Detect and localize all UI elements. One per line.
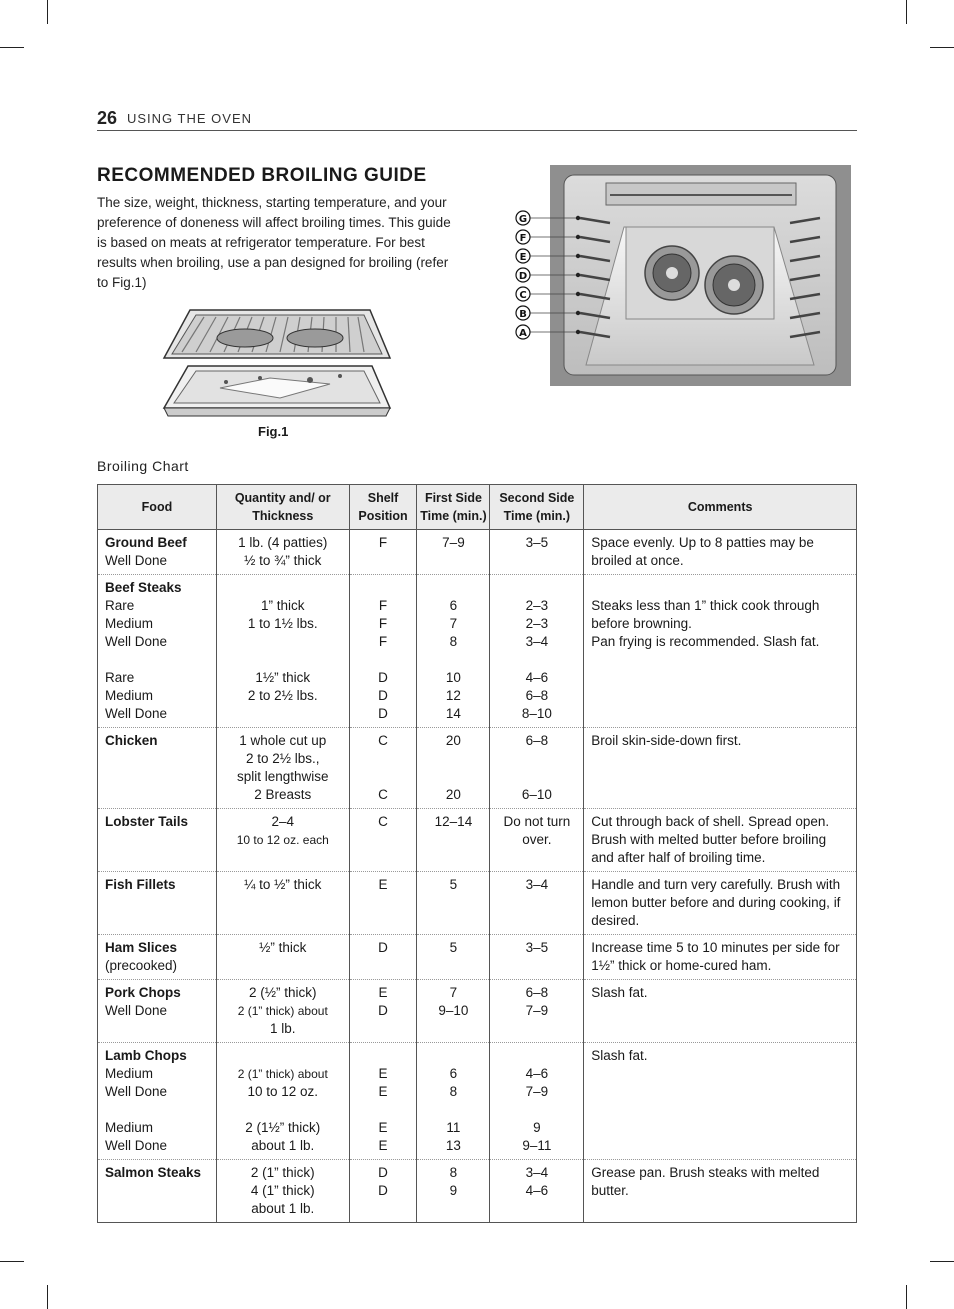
second-side-cell xyxy=(490,575,584,728)
cell-line: 9 xyxy=(449,1183,458,1198)
cell-line: C xyxy=(378,814,388,829)
col-header-second-side: Second Side Time (min.) xyxy=(490,485,584,530)
cell-line: 2 (½” thick) xyxy=(249,985,317,1000)
second-side-cell xyxy=(490,980,584,1043)
cell-line: 4–6 xyxy=(525,670,549,685)
first-side-cell xyxy=(417,872,490,935)
cell-line: 1 whole cut up xyxy=(239,733,327,748)
cell-line: split lengthwise xyxy=(236,769,329,784)
cell-line: D xyxy=(378,670,388,685)
intro-paragraph: The size, weight, thickness, starting temperature, and your preference of doneness will affect broiling times. This guide is based on meats at refrigerator temperature. For best results when broiling, use a pan designed for broiling (refer to Fig.1) xyxy=(97,195,451,290)
cell-line: 1 lb. (4 patties) xyxy=(238,535,328,550)
cell-line: 5 xyxy=(449,940,458,955)
shelf-cell xyxy=(349,980,417,1043)
food-cell xyxy=(98,1160,217,1223)
cell-line xyxy=(105,1101,209,1119)
cell-line xyxy=(357,651,410,669)
comments-cell xyxy=(584,809,857,872)
cell-line: D xyxy=(378,688,388,703)
cell-line: Rare xyxy=(105,670,135,685)
shelf-label: A xyxy=(519,328,527,339)
quantity-cell xyxy=(216,1160,349,1223)
col-header-first-side: First Side Time (min.) xyxy=(417,485,490,530)
table-row xyxy=(98,872,857,935)
cell-line: Lamb Chops xyxy=(105,1048,187,1063)
cell-line: Chicken xyxy=(105,733,158,748)
cell-line: Pan frying is recommended. Slash fat. xyxy=(591,634,820,649)
cell-line xyxy=(357,1101,410,1119)
second-side-cell xyxy=(490,530,584,575)
cell-line: 7 xyxy=(449,616,458,631)
cell-line: 9–11 xyxy=(522,1138,552,1153)
food-cell xyxy=(98,728,217,809)
first-side-cell xyxy=(417,1043,490,1160)
crop-mark xyxy=(47,1285,48,1309)
col-header-food: Food xyxy=(98,485,217,530)
comment-text: Cut through back of shell. Spread open. Brush with melted butter before broiling and after half of broiling time. xyxy=(591,814,830,865)
quantity-cell xyxy=(216,1043,349,1160)
cell-line: 12–14 xyxy=(434,814,473,829)
cell-line: F xyxy=(378,598,388,613)
cell-line: Medium xyxy=(105,688,154,703)
chart-title: Broiling Chart xyxy=(97,458,189,474)
cell-line xyxy=(497,750,576,768)
cell-line: 2 (1” thick) xyxy=(250,1165,315,1180)
comment-text: Grease pan. Brush steaks with melted butter. xyxy=(591,1165,820,1198)
cell-line: E xyxy=(378,877,388,892)
quantity-cell xyxy=(216,872,349,935)
cell-line: Beef Steaks xyxy=(105,580,182,595)
cell-line: C xyxy=(378,787,388,802)
cell-line xyxy=(357,1047,410,1065)
first-side-cell xyxy=(417,530,490,575)
crop-mark xyxy=(906,0,907,24)
first-side-cell xyxy=(417,980,490,1043)
cell-line: 2–3 xyxy=(525,598,549,613)
cell-line: 1½” thick xyxy=(255,670,311,685)
shelf-label: F xyxy=(519,233,527,244)
cell-line xyxy=(224,633,342,651)
food-cell xyxy=(98,530,217,575)
cell-line xyxy=(424,1047,482,1065)
cell-line xyxy=(424,768,482,786)
cell-line: ½” thick xyxy=(259,940,307,955)
cell-line xyxy=(424,1101,482,1119)
cell-line: F xyxy=(378,616,388,631)
crop-mark xyxy=(930,47,954,48)
table-row xyxy=(98,1043,857,1160)
cell-line: ½ to ¾” thick xyxy=(244,553,322,568)
cell-line: 8 xyxy=(449,1084,458,1099)
cell-line xyxy=(424,750,482,768)
shelf-label: G xyxy=(518,214,528,225)
crop-mark xyxy=(0,47,24,48)
section-title: USING THE OVEN xyxy=(127,111,253,126)
cell-line xyxy=(224,579,342,597)
crop-mark xyxy=(47,0,48,24)
cell-line: 7–9 xyxy=(525,1084,549,1099)
cell-line: 4–6 xyxy=(525,1066,549,1081)
cell-line: 14 xyxy=(445,706,461,721)
guide-title: RECOMMENDED BROILING GUIDE xyxy=(97,165,427,186)
second-side-cell xyxy=(490,1160,584,1223)
comment-text: Broil skin-side-down first. xyxy=(591,733,742,748)
cell-line: 2 to 2½ lbs., xyxy=(245,751,320,766)
second-side-cell xyxy=(490,1043,584,1160)
cell-line: 8 xyxy=(449,1165,458,1180)
cell-line: 10 xyxy=(445,670,461,685)
cell-line xyxy=(497,768,576,786)
cell-line: about 1 lb. xyxy=(251,1201,315,1216)
col-header-shelf: Shelf Position xyxy=(349,485,417,530)
shelf-label: C xyxy=(519,290,527,301)
cell-line: 3–4 xyxy=(525,634,549,649)
cell-line: 4–6 xyxy=(525,1183,549,1198)
cell-line: Steaks less than 1” thick cook through xyxy=(591,598,820,613)
quantity-cell xyxy=(216,728,349,809)
cell-line: Salmon Steaks xyxy=(105,1165,202,1180)
cell-line: Fish Fillets xyxy=(105,877,176,892)
comment-text: Slash fat. xyxy=(591,1048,648,1063)
cell-line: Do not turn xyxy=(503,814,571,829)
cell-line xyxy=(224,1047,342,1065)
cell-line xyxy=(224,651,342,669)
cell-line: 6–8 xyxy=(525,688,549,703)
cell-line: 8 xyxy=(449,634,458,649)
cell-line: Medium xyxy=(105,616,154,631)
cell-line: F xyxy=(378,535,388,550)
cell-line: 2 (1½” thick) xyxy=(245,1120,321,1135)
comments-cell xyxy=(584,1043,857,1160)
cell-line: Well Done xyxy=(105,1138,168,1153)
cell-line xyxy=(357,750,410,768)
cell-line: 3–4 xyxy=(525,1165,549,1180)
comment-text: Space evenly. Up to 8 patties may be broiled at once. xyxy=(591,535,814,568)
cell-line xyxy=(105,651,209,669)
food-cell xyxy=(98,980,217,1043)
cell-line: 3–5 xyxy=(525,940,549,955)
shelf-cell xyxy=(349,1043,417,1160)
cell-line: 6 xyxy=(449,1066,458,1081)
page-number: 26 xyxy=(97,108,118,128)
cell-line: D xyxy=(378,940,388,955)
table-row xyxy=(98,1160,857,1223)
cell-line xyxy=(497,579,576,597)
second-side-cell xyxy=(490,728,584,809)
comments-cell xyxy=(584,728,857,809)
cell-line: Well Done xyxy=(105,634,168,649)
cell-line xyxy=(497,1101,576,1119)
cell-line: Ground Beef xyxy=(105,535,187,550)
comments-cell xyxy=(584,530,857,575)
cell-line: Ham Slices xyxy=(105,940,178,955)
shelf-label: E xyxy=(519,252,527,263)
cell-line xyxy=(497,1047,576,1065)
cell-line: 2 Breasts xyxy=(254,787,312,802)
food-cell xyxy=(98,872,217,935)
shelf-cell xyxy=(349,530,417,575)
cell-line: 2 to 2½ lbs. xyxy=(247,688,318,703)
second-side-cell xyxy=(490,935,584,980)
second-side-cell xyxy=(490,872,584,935)
comments-cell xyxy=(584,872,857,935)
cell-line xyxy=(357,768,410,786)
cell-line xyxy=(424,579,482,597)
cell-line: Rare xyxy=(105,598,135,613)
figure-caption: Fig.1 xyxy=(258,424,289,439)
cell-line: 12 xyxy=(445,688,461,703)
cell-line: 4 (1” thick) xyxy=(250,1183,315,1198)
cell-line: over. xyxy=(522,832,552,847)
cell-line: E xyxy=(378,1084,388,1099)
comment-text: Slash fat. xyxy=(591,985,648,1000)
first-side-cell xyxy=(417,1160,490,1223)
first-side-cell xyxy=(417,935,490,980)
food-cell xyxy=(98,575,217,728)
comments-cell xyxy=(584,1160,857,1223)
table-header-row xyxy=(98,485,857,530)
cell-line: 6–10 xyxy=(521,787,552,802)
table-row xyxy=(98,575,857,728)
cell-line: Well Done xyxy=(105,706,168,721)
cell-line: ¼ to ½” thick xyxy=(244,877,322,892)
cell-line: Lobster Tails xyxy=(105,814,189,829)
cell-line: 2–4 xyxy=(271,814,295,829)
cell-line: F xyxy=(378,634,388,649)
cell-line: 2–3 xyxy=(525,616,549,631)
shelf-cell xyxy=(349,872,417,935)
comments-cell xyxy=(584,935,857,980)
comments-cell xyxy=(584,575,857,728)
cell-line: E xyxy=(378,1138,388,1153)
cell-line: 6 xyxy=(449,598,458,613)
cell-line: Pork Chops xyxy=(105,985,181,1000)
broiler-pan-illustration xyxy=(160,308,392,420)
second-side-cell xyxy=(490,809,584,872)
cell-line: D xyxy=(378,1183,388,1198)
cell-line: 1 to 1½ lbs. xyxy=(247,616,318,631)
broiling-chart-table xyxy=(97,484,857,1223)
cell-line: 11 xyxy=(446,1120,461,1135)
crop-mark xyxy=(930,1261,954,1262)
quantity-cell xyxy=(216,530,349,575)
first-side-cell xyxy=(417,809,490,872)
cell-line: Well Done xyxy=(105,1003,168,1018)
shelf-cell xyxy=(349,575,417,728)
crop-mark xyxy=(0,1261,24,1262)
cell-line: 2 (1” thick) about xyxy=(237,1067,328,1081)
comment-text: Increase time 5 to 10 minutes per side for 1½” thick or home-cured ham. xyxy=(591,940,840,973)
cell-line: 6–8 xyxy=(525,985,549,1000)
cell-line: Well Done xyxy=(105,553,168,568)
comments-cell xyxy=(584,980,857,1043)
first-side-cell xyxy=(417,575,490,728)
cell-line: 20 xyxy=(445,787,461,802)
cell-line: Medium xyxy=(105,1066,154,1081)
cell-line: D xyxy=(378,1003,388,1018)
cell-line: (precooked) xyxy=(105,958,178,973)
shelf-label: D xyxy=(518,271,528,282)
cell-line: about 1 lb. xyxy=(251,1138,315,1153)
quantity-cell xyxy=(216,809,349,872)
cell-line: 8–10 xyxy=(521,706,552,721)
cell-line: 10 to 12 oz. xyxy=(247,1084,319,1099)
cell-line: Well Done xyxy=(105,1084,168,1099)
col-header-quantity: Quantity and/ or Thickness xyxy=(216,485,349,530)
quantity-cell xyxy=(216,935,349,980)
oven-shelf-diagram xyxy=(514,165,851,386)
cell-line xyxy=(424,651,482,669)
cell-line: 10 to 12 oz. each xyxy=(236,833,329,847)
cell-line: 13 xyxy=(445,1138,461,1153)
cell-line: 3–4 xyxy=(525,877,549,892)
cell-line: D xyxy=(378,1165,388,1180)
shelf-cell xyxy=(349,1160,417,1223)
table-row xyxy=(98,530,857,575)
cell-line: before browning. xyxy=(591,616,692,631)
table-row xyxy=(98,809,857,872)
cell-line: Medium xyxy=(105,1120,154,1135)
cell-line: 9–10 xyxy=(438,1003,469,1018)
col-header-comments: Comments xyxy=(584,485,857,530)
table-row xyxy=(98,728,857,809)
shelf-cell xyxy=(349,935,417,980)
cell-line: 20 xyxy=(445,733,461,748)
cell-line: 9 xyxy=(533,1120,541,1135)
cell-line xyxy=(591,579,849,597)
cell-line: 1” thick xyxy=(261,598,305,613)
cell-line: E xyxy=(378,1066,388,1081)
shelf-cell xyxy=(349,809,417,872)
crop-mark xyxy=(906,1285,907,1309)
table-row xyxy=(98,980,857,1043)
cell-line: D xyxy=(378,706,388,721)
cell-line: 7 xyxy=(449,985,458,1000)
cell-line: E xyxy=(378,985,388,1000)
first-side-cell xyxy=(417,728,490,809)
food-cell xyxy=(98,809,217,872)
cell-line xyxy=(357,579,410,597)
quantity-cell xyxy=(216,575,349,728)
comment-text: Handle and turn very carefully. Brush with lemon butter before and during cooking, if desired. xyxy=(591,877,841,928)
cell-line: C xyxy=(378,733,388,748)
cell-line: 3–5 xyxy=(525,535,549,550)
shelf-label: B xyxy=(519,309,527,320)
food-cell xyxy=(98,1043,217,1160)
cell-line: 6–8 xyxy=(525,733,549,748)
cell-line xyxy=(497,651,576,669)
quantity-cell xyxy=(216,980,349,1043)
cell-line: 7–9 xyxy=(442,535,465,550)
cell-line: E xyxy=(378,1120,388,1135)
cell-line: 1 lb. xyxy=(269,1021,296,1036)
table-row xyxy=(98,935,857,980)
cell-line: 2 (1” thick) about xyxy=(237,1004,328,1018)
shelf-cell xyxy=(349,728,417,809)
cell-line xyxy=(224,1101,342,1119)
cell-line: 5 xyxy=(449,877,458,892)
page-header xyxy=(97,108,857,131)
food-cell xyxy=(98,935,217,980)
cell-line: 7–9 xyxy=(525,1003,549,1018)
